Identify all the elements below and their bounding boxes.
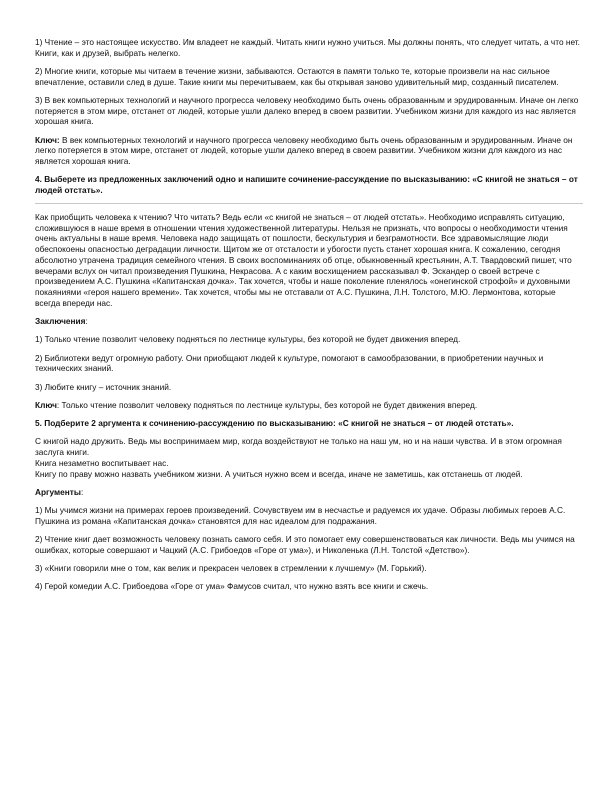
conclusion-item-3: 3) Любите книгу – источник знаний. xyxy=(35,381,172,392)
conclusions-label: Заключения xyxy=(35,315,86,326)
conclusions-heading xyxy=(35,316,583,327)
paragraph-item-3: 3) В век компьютерных технологий и научного прогресса человеку необходимо быть очень образованным и эрудированным. Иначе он легко потеряется в этом мире, отстанет от людей, которые ушли далеко вперед в своем развитии. Учебником жизни для каждого из нас является хорошая книга. xyxy=(35,95,579,127)
intro-line-1: С книгой надо дружить. Ведь мы воспринимаем мир, когда воздействуют не только на наш ум, но и на наши чувства. И в этом огромная заслуга книги. xyxy=(35,436,562,458)
divider xyxy=(35,203,583,204)
arguments-heading xyxy=(35,487,583,498)
key-paragraph-1 xyxy=(35,135,583,167)
arguments-colon: : xyxy=(80,486,84,497)
intro-line-2: Книга незаметно воспитывает нас. xyxy=(35,457,169,468)
paragraph-item-1: 1) Чтение – это настоящее искусство. Им владеет не каждый. Читать книги нужно учиться. Мы должны понять, что следует читать, а что нет. Книги, как и друзей, выбрать нелегко. xyxy=(35,37,580,58)
key-text: В век компьютерных технологий и научного прогресса человеку необходимо быть очень образованным и эрудированным. Иначе он легко потеряется в этом мире, отстанет от людей, которые ушли далеко вперед в своем развитии. Учебником жизни для каждого из нас является хорошая книга. xyxy=(35,134,573,167)
key-text-2: : Только чтение позволит человеку подняться по лестнице культуры, без которой не будет движения вперед. xyxy=(56,399,478,410)
task-5-heading xyxy=(35,418,583,429)
argument-item-3: 3) «Книги говорили мне о том, как велик и прекрасен человек в стремлении к лучшему» (М. Горький). xyxy=(35,563,427,574)
argument-item-2: 2) Чтение книг дает возможность человеку познать самого себя. И это помогает ему совершенствоваться как личности. Ведь мы учимся на ошибках, которые совершают и Чацкий (А.С. Грибоедов «Горе от ума»), и Николенька (Л.Н. Толстой «Детство»). xyxy=(35,534,575,555)
intro-line-3: Книгу по праву можно назвать учебником жизни. А учиться нужно всем и всегда, иначе не заметишь, как отстанешь от людей. xyxy=(35,468,523,479)
task-4-text: 4. Выберете из предложенных заключений одно и напишите сочинение-рассуждение по высказыванию: «С книгой не знаться – от людей отстать». xyxy=(35,174,578,196)
argument-item-4: 4) Герой комедии А.С. Грибоедова «Горе от ума» Фамусов считал, что нужно взять все книги и сжечь. xyxy=(35,581,429,592)
conclusion-item-2: 2) Библиотеки ведут огромную работу. Они приобщают людей к культуре, помогают в самообразовании, в приобретении научных и технических знаний. xyxy=(35,352,544,374)
essay-paragraph: Как приобщить человека к чтению? Что читать? Ведь если «с книгой не знаться – от людей отстать». Необходимо исправлять ситуацию, сложившуюся в наше время в отношении чтения художественной литературы. Нельзя не признать, что вопросы о необходимости чтения очень актуальны в наше время. Человека надо защищать от пошлости, бескультурия и безграмотности. Все здравомыслящие люди обеспокоены опасностью деградации личности. Щитом же от отсталости и убогости пусть станет хорошая книга. К сожалению, сегодня абсолютно утрачена традиция семейного чтения. В своих воспоминаниях об отце, обыкновенный крестьянин, А.Т. Твардовский пишет, что вечерами вслух он читал произведения Пушкина, Некрасова. А с каким восхищением рассказывал Ф. Эскандер о своей встрече с произведением А.С. Пушкина «Капитанская дочка». Так хочется, чтобы и наше поколение пленялось «онегинской строфой» и духовными покаяниями «героя нашего времени». Так хочется, чтобы мы не отставали от А.С. Пушкина, Л.Н. Толстого, М.Ю. Лермонтова, которые всегда впереди нас. xyxy=(35,212,572,308)
arguments-label: Аргументы xyxy=(35,486,81,497)
task-4-heading xyxy=(35,174,583,195)
conclusion-item-1: 1) Только чтение позволит человеку подняться по лестнице культуры, без которой не будет движения вперед. xyxy=(35,334,461,345)
conclusions-colon: : xyxy=(85,315,88,326)
intro-paragraph xyxy=(35,436,583,479)
paragraph-item-2: 2) Многие книги, которые мы читаем в течение жизни, забываются. Остаются в памяти только те, которые произвели на нас сильное впечатление, оставили след в душе. Такие книги мы перечитываем, как бы открывая заново удивительный мир, созданный писателем. xyxy=(35,66,559,87)
argument-item-1: 1) Мы учимся жизни на примерах героев произведений. Сочувствуем им в несчастье и радуемся их удаче. Образы любимых героев А.С. Пушкина из романа «Капитанская дочка» становятся для нас идеалом для подражания. xyxy=(35,505,566,526)
task-5-text: 5. Подберите 2 аргумента к сочинению-рассуждению по высказыванию: «С книгой не знаться – от людей отстать». xyxy=(35,418,514,429)
key-paragraph-2 xyxy=(35,400,583,411)
key-label-2: Ключ xyxy=(35,399,57,410)
document-page xyxy=(35,37,583,600)
key-label: Ключ: xyxy=(35,134,60,145)
